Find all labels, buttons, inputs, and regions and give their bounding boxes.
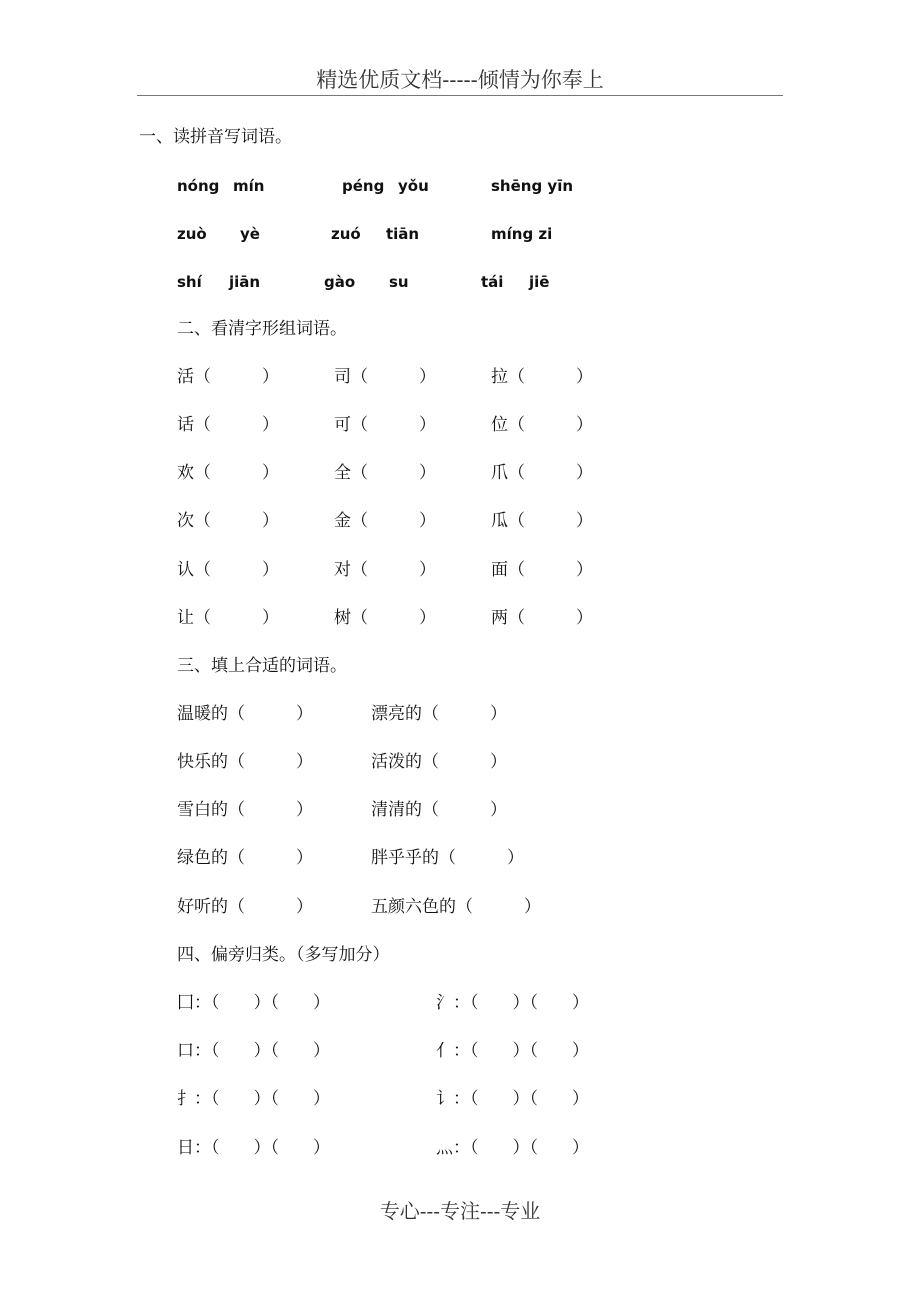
word-group-item: 欢（ ）	[177, 463, 279, 483]
pinyin-3-1: shí	[177, 273, 202, 291]
pinyin-2-3: zuó	[331, 225, 361, 243]
pinyin-1-5: shēng yīn	[491, 177, 574, 195]
radical-item: 亻：（ ）（ ）	[436, 1041, 589, 1061]
fill-word-item: 雪白的（ ）	[177, 800, 313, 820]
radical-item: 口：（ ）（ ）	[177, 1041, 330, 1061]
word-group-item: 次（ ）	[177, 511, 279, 531]
pinyin-1-4: yǒu	[398, 177, 429, 195]
word-group-item: 爪（ ）	[491, 463, 593, 483]
fill-word-item: 胖乎乎的（ ）	[371, 848, 524, 868]
word-group-item: 话（ ）	[177, 415, 279, 435]
word-group-item: 让（ ）	[177, 608, 279, 628]
pinyin-2-5: míng zi	[491, 225, 553, 243]
pinyin-3-5: tái	[481, 273, 504, 291]
word-group-item: 全（ ）	[334, 463, 436, 483]
word-group-item: 面（ ）	[491, 560, 593, 580]
word-group-item: 可（ ）	[334, 415, 436, 435]
pinyin-2-2: yè	[240, 225, 260, 243]
fill-word-item: 绿色的（ ）	[177, 848, 313, 868]
word-group-item: 两（ ）	[491, 608, 593, 628]
radical-item: 囗：（ ）（ ）	[177, 993, 330, 1013]
pinyin-2-4: tiān	[386, 225, 420, 243]
word-group-item: 树（ ）	[334, 608, 436, 628]
radical-item: 灬：（ ）（ ）	[436, 1138, 589, 1158]
pinyin-1-1: nóng	[177, 177, 220, 195]
pinyin-3-3: gào	[324, 273, 356, 291]
page-header: 精选优质文档-----倾情为你奉上	[316, 68, 604, 92]
pinyin-1-3: péng	[342, 177, 385, 195]
word-group-item: 瓜（ ）	[491, 511, 593, 531]
section-3-title: 三、填上合适的词语。	[177, 656, 347, 676]
pinyin-1-2: mín	[233, 177, 265, 195]
word-group-item: 金（ ）	[334, 511, 436, 531]
section-4-title: 四、偏旁归类。（多写加分）	[177, 945, 390, 965]
pinyin-3-4: su	[389, 273, 409, 291]
word-group-item: 对（ ）	[334, 560, 436, 580]
fill-word-item: 温暖的（ ）	[177, 704, 313, 724]
word-group-item: 活（ ）	[177, 367, 279, 387]
radical-item: 氵：（ ）（ ）	[436, 993, 589, 1013]
fill-word-item: 好听的（ ）	[177, 897, 313, 917]
pinyin-2-1: zuò	[177, 225, 207, 243]
pinyin-3-6: jiē	[529, 273, 550, 291]
fill-word-item: 漂亮的（ ）	[371, 704, 507, 724]
fill-word-item: 活泼的（ ）	[371, 752, 507, 772]
section-2-title: 二、看清字形组词语。	[177, 319, 347, 339]
pinyin-3-2: jiān	[229, 273, 261, 291]
header-divider	[137, 95, 783, 96]
page-footer: 专心---专注---专业	[379, 1199, 541, 1223]
radical-item: 日：（ ）（ ）	[177, 1138, 330, 1158]
radical-item: 扌：（ ）（ ）	[177, 1089, 330, 1109]
fill-word-item: 清清的（ ）	[371, 800, 507, 820]
word-group-item: 认（ ）	[177, 560, 279, 580]
word-group-item: 位（ ）	[491, 415, 593, 435]
section-1-title: 一、读拼音写词语。	[139, 127, 292, 147]
word-group-item: 司（ ）	[334, 367, 436, 387]
fill-word-item: 五颜六色的（ ）	[371, 897, 541, 917]
word-group-item: 拉（ ）	[491, 367, 593, 387]
fill-word-item: 快乐的（ ）	[177, 752, 313, 772]
radical-item: 讠：（ ）（ ）	[436, 1089, 589, 1109]
